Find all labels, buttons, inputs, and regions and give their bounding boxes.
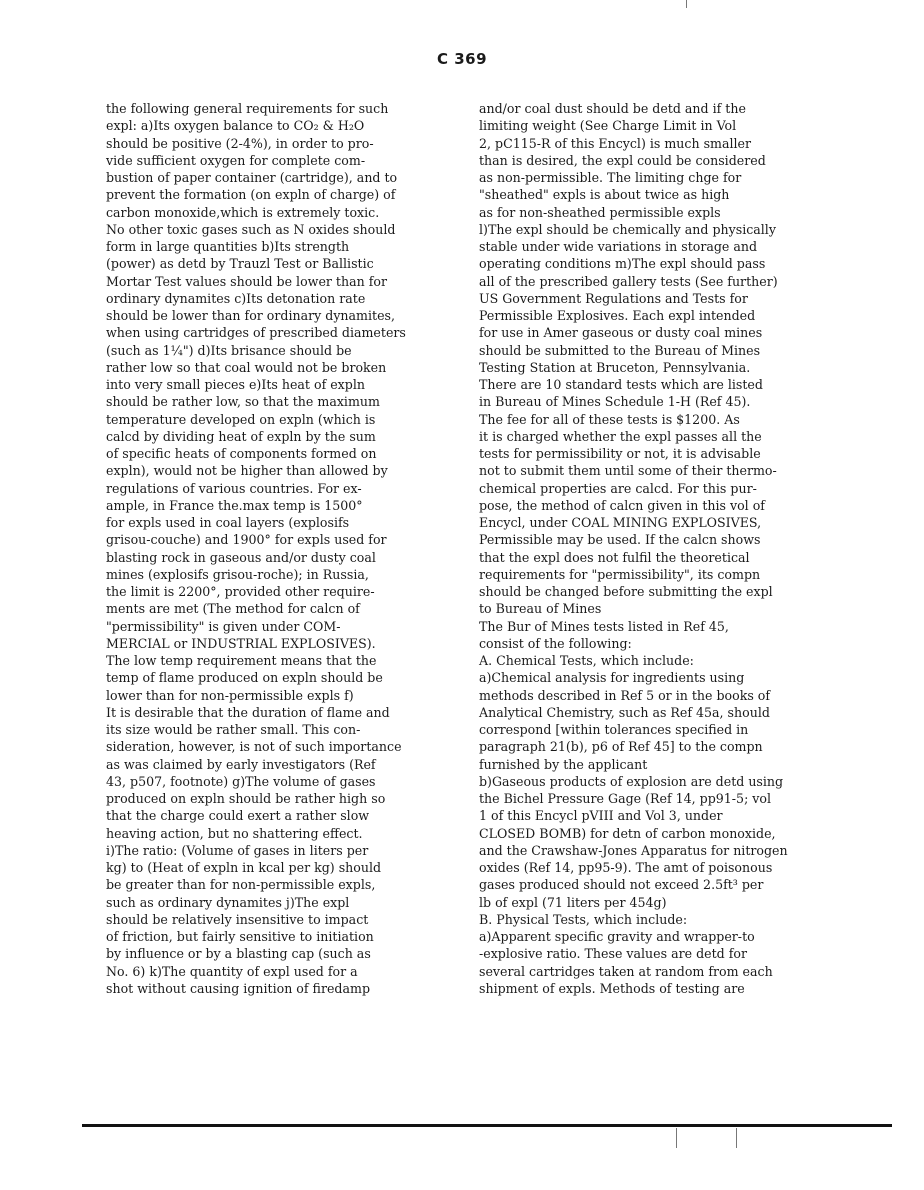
text-line: MERCIAL or INDUSTRIAL EXPLOSIVES). <box>106 635 376 651</box>
text-line: Permissible Explosives. Each expl intended <box>479 308 756 323</box>
text-line: "permissibility" is given under COM- <box>106 618 341 634</box>
footer-rule <box>82 1124 892 1127</box>
text-line: as was claimed by early investigators (Ref <box>106 756 376 772</box>
text-line: chemical properties are calcd. For this pur- <box>479 480 757 496</box>
text-line: The low temp requirement means that the <box>106 653 377 668</box>
text-line: mines (explosifs grisou-roche); in Russia, <box>106 566 369 582</box>
text-line: The fee for all of these tests is $1200. As <box>479 411 740 427</box>
text-line: There are 10 standard tests which are listed <box>479 377 763 392</box>
right-text-column <box>479 100 809 997</box>
text-line: should be rather low, so that the maximum <box>106 394 380 410</box>
text-line: expln), would not be higher than allowed by <box>106 463 388 479</box>
text-line: blasting rock in gaseous and/or dusty coal <box>106 549 376 565</box>
text-line: it is charged whether the expl passes all the <box>479 428 762 444</box>
text-line: should be relatively insensitive to impact <box>106 911 369 927</box>
text-line: kg) to (Heat of expln in kcal per kg) should <box>106 860 382 875</box>
text-line: B. Physical Tests, which include: <box>479 911 688 927</box>
text-line: and the Crawshaw-Jones Apparatus for nitrogen <box>479 842 788 858</box>
text-line: No other toxic gases such as N oxides should <box>106 221 396 237</box>
text-line: -explosive ratio. These values are detd for <box>479 946 747 962</box>
text-line: Analytical Chemistry, such as Ref 45a, should <box>479 704 770 720</box>
text-line: operating conditions m)The expl should pass <box>479 256 766 272</box>
text-line: (such as 1¼") d)Its brisance should be <box>106 342 352 358</box>
text-line: all of the prescribed gallery tests (See further) <box>479 273 778 289</box>
text-line: by influence or by a blasting cap (such as <box>106 946 371 962</box>
text-line: prevent the formation (on expln of charge) of <box>106 187 396 203</box>
text-line: into very small pieces e)Its heat of expln <box>106 377 365 392</box>
text-line: requirements for "permissibility", its compn <box>479 566 761 582</box>
text-line: sideration, however, is not of such importance <box>106 739 402 755</box>
text-line: lb of expl (71 liters per 454g) <box>479 894 667 910</box>
text-line: several cartridges taken at random from each <box>479 963 773 979</box>
text-line: its size would be rather small. This con- <box>106 722 361 737</box>
text-line: and/or coal dust should be detd and if the <box>479 101 746 116</box>
text-line: limiting weight (See Charge Limit in Vol <box>479 118 737 134</box>
text-line: of friction, but fairly sensitive to initiation <box>106 929 374 944</box>
text-line: CLOSED BOMB) for detn of carbon monoxide, <box>479 825 776 841</box>
text-line: The Bur of Mines tests listed in Ref 45, <box>479 618 729 634</box>
text-line: 43, p507, footnote) g)The volume of gases <box>106 773 376 789</box>
text-line: Permissible may be used. If the calcn shows <box>479 532 761 548</box>
text-line: should be positive (2-4%), in order to pro- <box>106 135 374 151</box>
text-line: produced on expln should be rather high so <box>106 791 386 806</box>
text-line: the following general requirements for such <box>106 101 389 116</box>
text-line: grisou-couche) and 1900° for expls used for <box>106 532 387 548</box>
text-line: in Bureau of Mines Schedule 1-H (Ref 45). <box>479 394 751 410</box>
text-line: consist of the following: <box>479 635 632 651</box>
text-line: carbon monoxide,which is extremely toxic. <box>106 204 380 220</box>
text-line: paragraph 21(b), p6 of Ref 45] to the compn <box>479 739 763 755</box>
text-line: gases produced should not exceed 2.5ft³ per <box>479 877 764 893</box>
text-line: correspond [within tolerances specified in <box>479 722 749 737</box>
text-line: calcd by dividing heat of expln by the sum <box>106 428 376 444</box>
text-line: regulations of various countries. For ex- <box>106 480 362 496</box>
text-line: tests for permissibility or not, it is advisable <box>479 446 761 461</box>
text-line: rather low so that coal would not be broken <box>106 359 387 375</box>
text-line: for expls used in coal layers (explosifs <box>106 515 350 530</box>
text-line: "sheathed" expls is about twice as high <box>479 187 730 203</box>
text-line: as for non-sheathed permissible expls <box>479 204 721 220</box>
text-line: such as ordinary dynamites j)The expl <box>106 894 350 910</box>
text-line: vide sufficient oxygen for complete com- <box>106 152 366 168</box>
text-line: stable under wide variations in storage and <box>479 239 758 254</box>
text-line: bustion of paper container (cartridge), and to <box>106 170 398 185</box>
text-line: a)Chemical analysis for ingredients using <box>479 670 745 686</box>
text-line: ments are met (The method for calcn of <box>106 601 360 617</box>
text-line: pose, the method of calcn given in this vol of <box>479 497 765 513</box>
text-line: shipment of expls. Methods of testing are <box>479 980 745 996</box>
text-line: of specific heats of components formed on <box>106 446 377 461</box>
page-number-header: C 369 <box>436 50 488 68</box>
text-line: should be submitted to the Bureau of Mines <box>479 342 761 358</box>
text-line: heaving action, but no shattering effect. <box>106 825 363 841</box>
text-line: No. 6) k)The quantity of expl used for a <box>106 963 358 979</box>
text-line: (power) as detd by Trauzl Test or Ballistic <box>106 256 374 272</box>
text-line: Encycl, under COAL MINING EXPLOSIVES, <box>479 515 762 530</box>
left-text-column <box>106 100 420 997</box>
text-line: methods described in Ref 5 or in the books of <box>479 687 771 703</box>
text-line: as non-permissible. The limiting chge for <box>479 170 742 185</box>
footer-tick-left <box>676 1128 677 1148</box>
top-margin-tick <box>686 0 687 8</box>
text-line: that the charge could exert a rather slow <box>106 808 370 824</box>
text-line: to Bureau of Mines <box>479 601 602 617</box>
text-line: i)The ratio: (Volume of gases in liters per <box>106 842 369 858</box>
text-line: for use in Amer gaseous or dusty coal mines <box>479 325 763 341</box>
text-line: ample, in France the.max temp is 1500° <box>106 497 363 513</box>
text-line: b)Gaseous products of explosion are detd using <box>479 773 784 789</box>
text-line: US Government Regulations and Tests for <box>479 290 748 306</box>
text-line: Testing Station at Bruceton, Pennsylvania. <box>479 359 751 375</box>
text-line: should be changed before submitting the expl <box>479 584 773 599</box>
text-line: lower than for non-permissible expls f) <box>106 687 354 703</box>
text-line: that the expl does not fulfil the theoretical <box>479 549 750 565</box>
text-line: It is desirable that the duration of flame and <box>106 704 390 720</box>
text-line: 1 of this Encycl pVIII and Vol 3, under <box>479 808 723 824</box>
footer-tick-right <box>736 1128 737 1148</box>
text-line: l)The expl should be chemically and physically <box>479 221 776 237</box>
text-line: temp of flame produced on expln should be <box>106 670 383 686</box>
text-line: the Bichel Pressure Gage (Ref 14, pp91-5; vol <box>479 791 772 806</box>
text-line: should be lower than for ordinary dynamites, <box>106 308 395 323</box>
text-line: form in large quantities b)Its strength <box>106 239 350 254</box>
text-line: than is desired, the expl could be considered <box>479 152 766 168</box>
text-line: furnished by the applicant <box>479 756 648 772</box>
text-line: temperature developed on expln (which is <box>106 411 376 427</box>
text-line: when using cartridges of prescribed diameters <box>106 325 406 341</box>
text-line: A. Chemical Tests, which include: <box>479 653 694 668</box>
text-line: 2, pC115-R of this Encycl) is much smaller <box>479 135 752 151</box>
text-line: shot without causing ignition of firedamp <box>106 980 371 996</box>
text-line: Mortar Test values should be lower than for <box>106 273 387 289</box>
text-line: a)Apparent specific gravity and wrapper-to <box>479 929 755 944</box>
text-line: the limit is 2200°, provided other require- <box>106 584 375 599</box>
text-line: expl: a)Its oxygen balance to CO₂ & H₂O <box>106 118 365 134</box>
text-line: not to submit them until some of their thermo- <box>479 463 777 479</box>
text-line: be greater than for non-permissible expls, <box>106 877 376 893</box>
text-line: ordinary dynamites c)Its detonation rate <box>106 290 366 306</box>
text-line: oxides (Ref 14, pp95-9). The amt of poisonous <box>479 860 773 875</box>
